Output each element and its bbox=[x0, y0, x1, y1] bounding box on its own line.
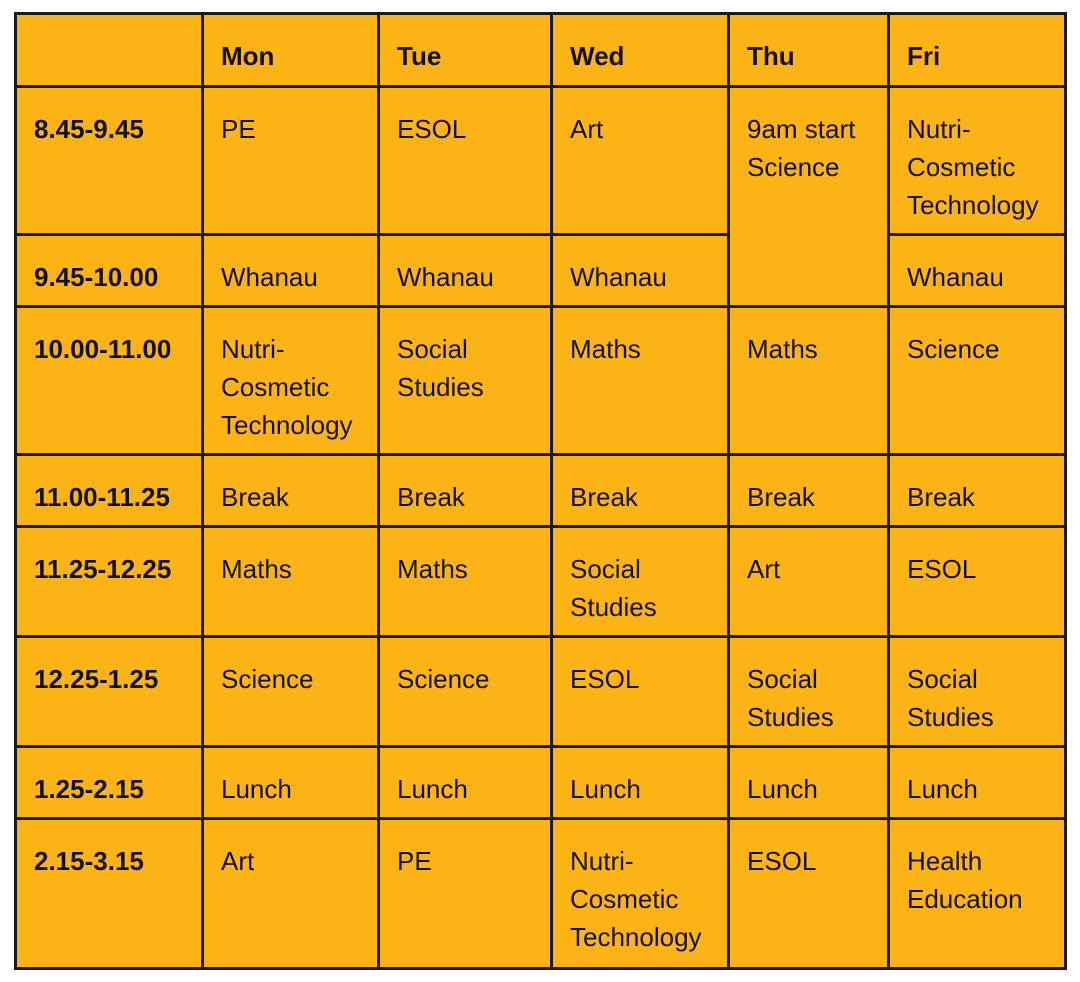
lesson-label: Break bbox=[221, 482, 289, 512]
lesson-label: Art bbox=[570, 114, 604, 144]
time-slot-cell bbox=[16, 747, 203, 819]
lesson-cell-mon bbox=[203, 235, 379, 307]
lesson-cell-tue bbox=[379, 455, 552, 527]
lesson-label: Health Education bbox=[907, 846, 1023, 914]
lesson-label: 9am start Science bbox=[747, 114, 856, 182]
lesson-label: Whanau bbox=[907, 262, 1004, 292]
lesson-label: PE bbox=[397, 846, 432, 876]
lesson-label: ESOL bbox=[397, 114, 467, 144]
lesson-cell-tue bbox=[379, 235, 552, 307]
table-row bbox=[16, 527, 1066, 637]
lesson-cell-fri bbox=[889, 527, 1066, 637]
day-header-tue: Tue bbox=[379, 14, 552, 87]
lesson-cell-wed bbox=[552, 527, 729, 637]
time-slot-label: 12.25-1.25 bbox=[34, 664, 159, 694]
corner-cell bbox=[16, 14, 203, 87]
lesson-label: Nutri- Cosmetic Technology bbox=[221, 334, 353, 440]
lesson-label: Nutri- Cosmetic Technology bbox=[907, 114, 1039, 220]
lesson-cell-wed bbox=[552, 637, 729, 747]
time-slot-label: 8.45-9.45 bbox=[34, 114, 144, 144]
time-slot-cell bbox=[16, 637, 203, 747]
lesson-cell-mon bbox=[203, 87, 379, 235]
time-slot-cell bbox=[16, 819, 203, 969]
lesson-cell-tue bbox=[379, 527, 552, 637]
lesson-cell-tue bbox=[379, 307, 552, 455]
time-slot-cell bbox=[16, 235, 203, 307]
lesson-label: Lunch bbox=[397, 774, 468, 804]
lesson-cell-fri bbox=[889, 87, 1066, 235]
lesson-cell-mon bbox=[203, 747, 379, 819]
lesson-cell-mon bbox=[203, 455, 379, 527]
lesson-cell-fri bbox=[889, 235, 1066, 307]
lesson-cell-thu bbox=[729, 637, 889, 747]
time-slot-label: 11.25-12.25 bbox=[34, 554, 172, 584]
table-row bbox=[16, 637, 1066, 747]
time-slot-label: 1.25-2.15 bbox=[34, 774, 144, 804]
table-row bbox=[16, 307, 1066, 455]
time-slot-cell bbox=[16, 87, 203, 235]
lesson-label: Break bbox=[907, 482, 975, 512]
lesson-cell-wed bbox=[552, 87, 729, 235]
lesson-label: Whanau bbox=[397, 262, 494, 292]
lesson-cell-tue bbox=[379, 747, 552, 819]
lesson-cell-mon bbox=[203, 307, 379, 455]
lesson-label: Maths bbox=[397, 554, 468, 584]
lesson-label: Lunch bbox=[221, 774, 292, 804]
table-row bbox=[16, 455, 1066, 527]
table-row bbox=[16, 87, 1066, 235]
lesson-cell-mon bbox=[203, 637, 379, 747]
lesson-cell-wed bbox=[552, 235, 729, 307]
day-header-fri: Fri bbox=[889, 14, 1066, 87]
lesson-cell-mon bbox=[203, 527, 379, 637]
lesson-label: Lunch bbox=[747, 774, 818, 804]
lesson-label: PE bbox=[221, 114, 256, 144]
lesson-cell-thu bbox=[729, 455, 889, 527]
lesson-cell-fri bbox=[889, 747, 1066, 819]
time-slot-cell bbox=[16, 455, 203, 527]
lesson-label: ESOL bbox=[907, 554, 977, 584]
table-row bbox=[16, 235, 1066, 307]
lesson-cell-thu bbox=[729, 307, 889, 455]
lesson-cell-wed bbox=[552, 819, 729, 969]
header-row bbox=[16, 14, 1066, 87]
lesson-cell-thu bbox=[729, 527, 889, 637]
lesson-label: Art bbox=[221, 846, 255, 876]
lesson-label: Social Studies bbox=[570, 554, 657, 622]
time-slot-cell bbox=[16, 307, 203, 455]
table-row bbox=[16, 819, 1066, 969]
lesson-cell-tue bbox=[379, 637, 552, 747]
lesson-cell-wed bbox=[552, 307, 729, 455]
lesson-cell-tue bbox=[379, 819, 552, 969]
lesson-cell-wed bbox=[552, 747, 729, 819]
time-slot-label: 11.00-11.25 bbox=[34, 482, 170, 512]
lesson-label: Science bbox=[221, 664, 314, 694]
lesson-label: Break bbox=[397, 482, 465, 512]
lesson-label: Nutri- Cosmetic Technology bbox=[570, 846, 702, 952]
time-slot-cell bbox=[16, 527, 203, 637]
lesson-cell-fri bbox=[889, 455, 1066, 527]
lesson-cell-fri bbox=[889, 307, 1066, 455]
lesson-label: Lunch bbox=[570, 774, 641, 804]
lesson-label: Lunch bbox=[907, 774, 978, 804]
table-row bbox=[16, 747, 1066, 819]
day-header-wed: Wed bbox=[552, 14, 729, 87]
lesson-cell-fri bbox=[889, 819, 1066, 969]
lesson-label: Science bbox=[397, 664, 490, 694]
time-slot-label: 9.45-10.00 bbox=[34, 262, 159, 292]
lesson-label: ESOL bbox=[570, 664, 640, 694]
lesson-cell-tue bbox=[379, 87, 552, 235]
timetable bbox=[14, 12, 1067, 970]
lesson-label: Whanau bbox=[570, 262, 667, 292]
lesson-cell-thu bbox=[729, 747, 889, 819]
lesson-label: Whanau bbox=[221, 262, 318, 292]
lesson-cell-fri bbox=[889, 637, 1066, 747]
lesson-label: Maths bbox=[221, 554, 292, 584]
time-slot-label: 2.15-3.15 bbox=[34, 846, 144, 876]
lesson-label: ESOL bbox=[747, 846, 817, 876]
time-slot-label: 10.00-11.00 bbox=[34, 334, 172, 364]
lesson-label: Break bbox=[570, 482, 638, 512]
lesson-label: Science bbox=[907, 334, 1000, 364]
lesson-cell-thu bbox=[729, 819, 889, 969]
lesson-label: Break bbox=[747, 482, 815, 512]
lesson-label: Maths bbox=[570, 334, 641, 364]
lesson-cell-mon bbox=[203, 819, 379, 969]
day-header-thu: Thu bbox=[729, 14, 889, 87]
lesson-label: Social Studies bbox=[747, 664, 834, 732]
lesson-cell-thu bbox=[729, 87, 889, 307]
day-header-mon: Mon bbox=[203, 14, 379, 87]
lesson-label: Art bbox=[747, 554, 781, 584]
lesson-cell-wed bbox=[552, 455, 729, 527]
lesson-label: Social Studies bbox=[907, 664, 994, 732]
lesson-label: Social Studies bbox=[397, 334, 484, 402]
lesson-label: Maths bbox=[747, 334, 818, 364]
